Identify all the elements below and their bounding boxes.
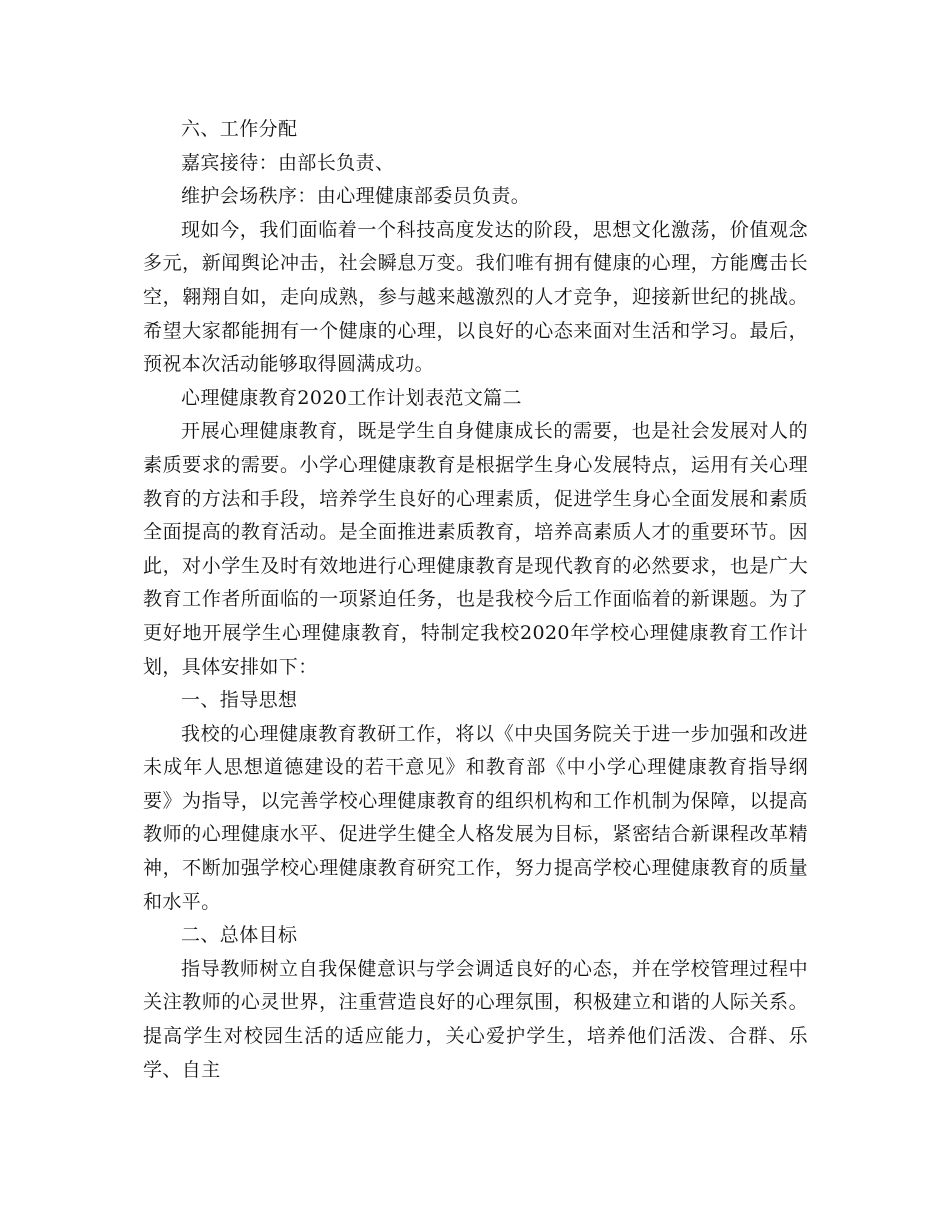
paragraph-overall-goals: 指导教师树立自我保健意识与学会调适良好的心态，并在学校管理过程中关注教师的心灵世界，注重营造良好的心理氛围，积极建立和谐的人际关系。提高学生对校园生活的适应能力，关心爱护学生，培养他们活泼、合群、乐学、自主 (143, 957, 808, 1081)
paragraph-introduction: 开展心理健康教育，既是学生自身健康成长的需要，也是社会发展对人的素质要求的需要。小学心理健康教育是根据学生身心发展特点，运用有关心理教育的方法和手段，培养学生良好的心理素质，促进学生身心全面发展和素质全面提高的教育活动。是全面推进素质教育，培养高素质人才的重要环节。因此，对小学生及时有效地进行心理健康教育是现代教育的必然要求，也是广大教育工作者所面临的一项紧迫任务，也是我校今后工作面临着的新课题。为了更好地开展学生心理健康教育，特制定我校2020年学校心理健康教育工作计划，具体安排如下： (143, 420, 808, 678)
paragraph-guest-reception: 嘉宾接待：由部长负责、 (181, 151, 395, 174)
paragraph-closing-remarks: 现如今，我们面临着一个科技高度发达的阶段，思想文化激荡，价值观念多元，新闻舆论冲击，社会瞬息万变。我们唯有拥有健康的心理，方能鹰击长空，翱翔自如，走向成熟，参与越来越激烈的人才竞争，迎接新世纪的挑战。希望大家都能拥有一个健康的心理，以良好的心态来面对生活和学习。最后，预祝本次活动能够取得圆满成功。 (143, 218, 808, 376)
section-heading-overall-goals: 二、总体目标 (181, 924, 298, 947)
section-title-article-two: 心理健康教育2020工作计划表范文篇二 (181, 386, 522, 409)
paragraph-guiding-ideology: 我校的心理健康教育教研工作，将以《中央国务院关于进一步加强和改进未成年人思想道德建设的若干意见》和教育部《中小学心理健康教育指导纲要》为指导，以完善学校心理健康教育的组织机构和工作机制为保障，以提高教师的心理健康水平、促进学生健全人格发展为目标，紧密结合新课程改革精神，不断加强学校心理健康教育研究工作，努力提高学校心理健康教育的质量和水平。 (143, 722, 808, 913)
paragraph-venue-order: 维护会场秩序：由心理健康部委员负责。 (181, 185, 531, 208)
section-heading-work-assignment: 六、工作分配 (181, 118, 298, 140)
section-heading-guiding-ideology: 一、指导思想 (181, 689, 298, 712)
document-body (143, 113, 808, 1087)
